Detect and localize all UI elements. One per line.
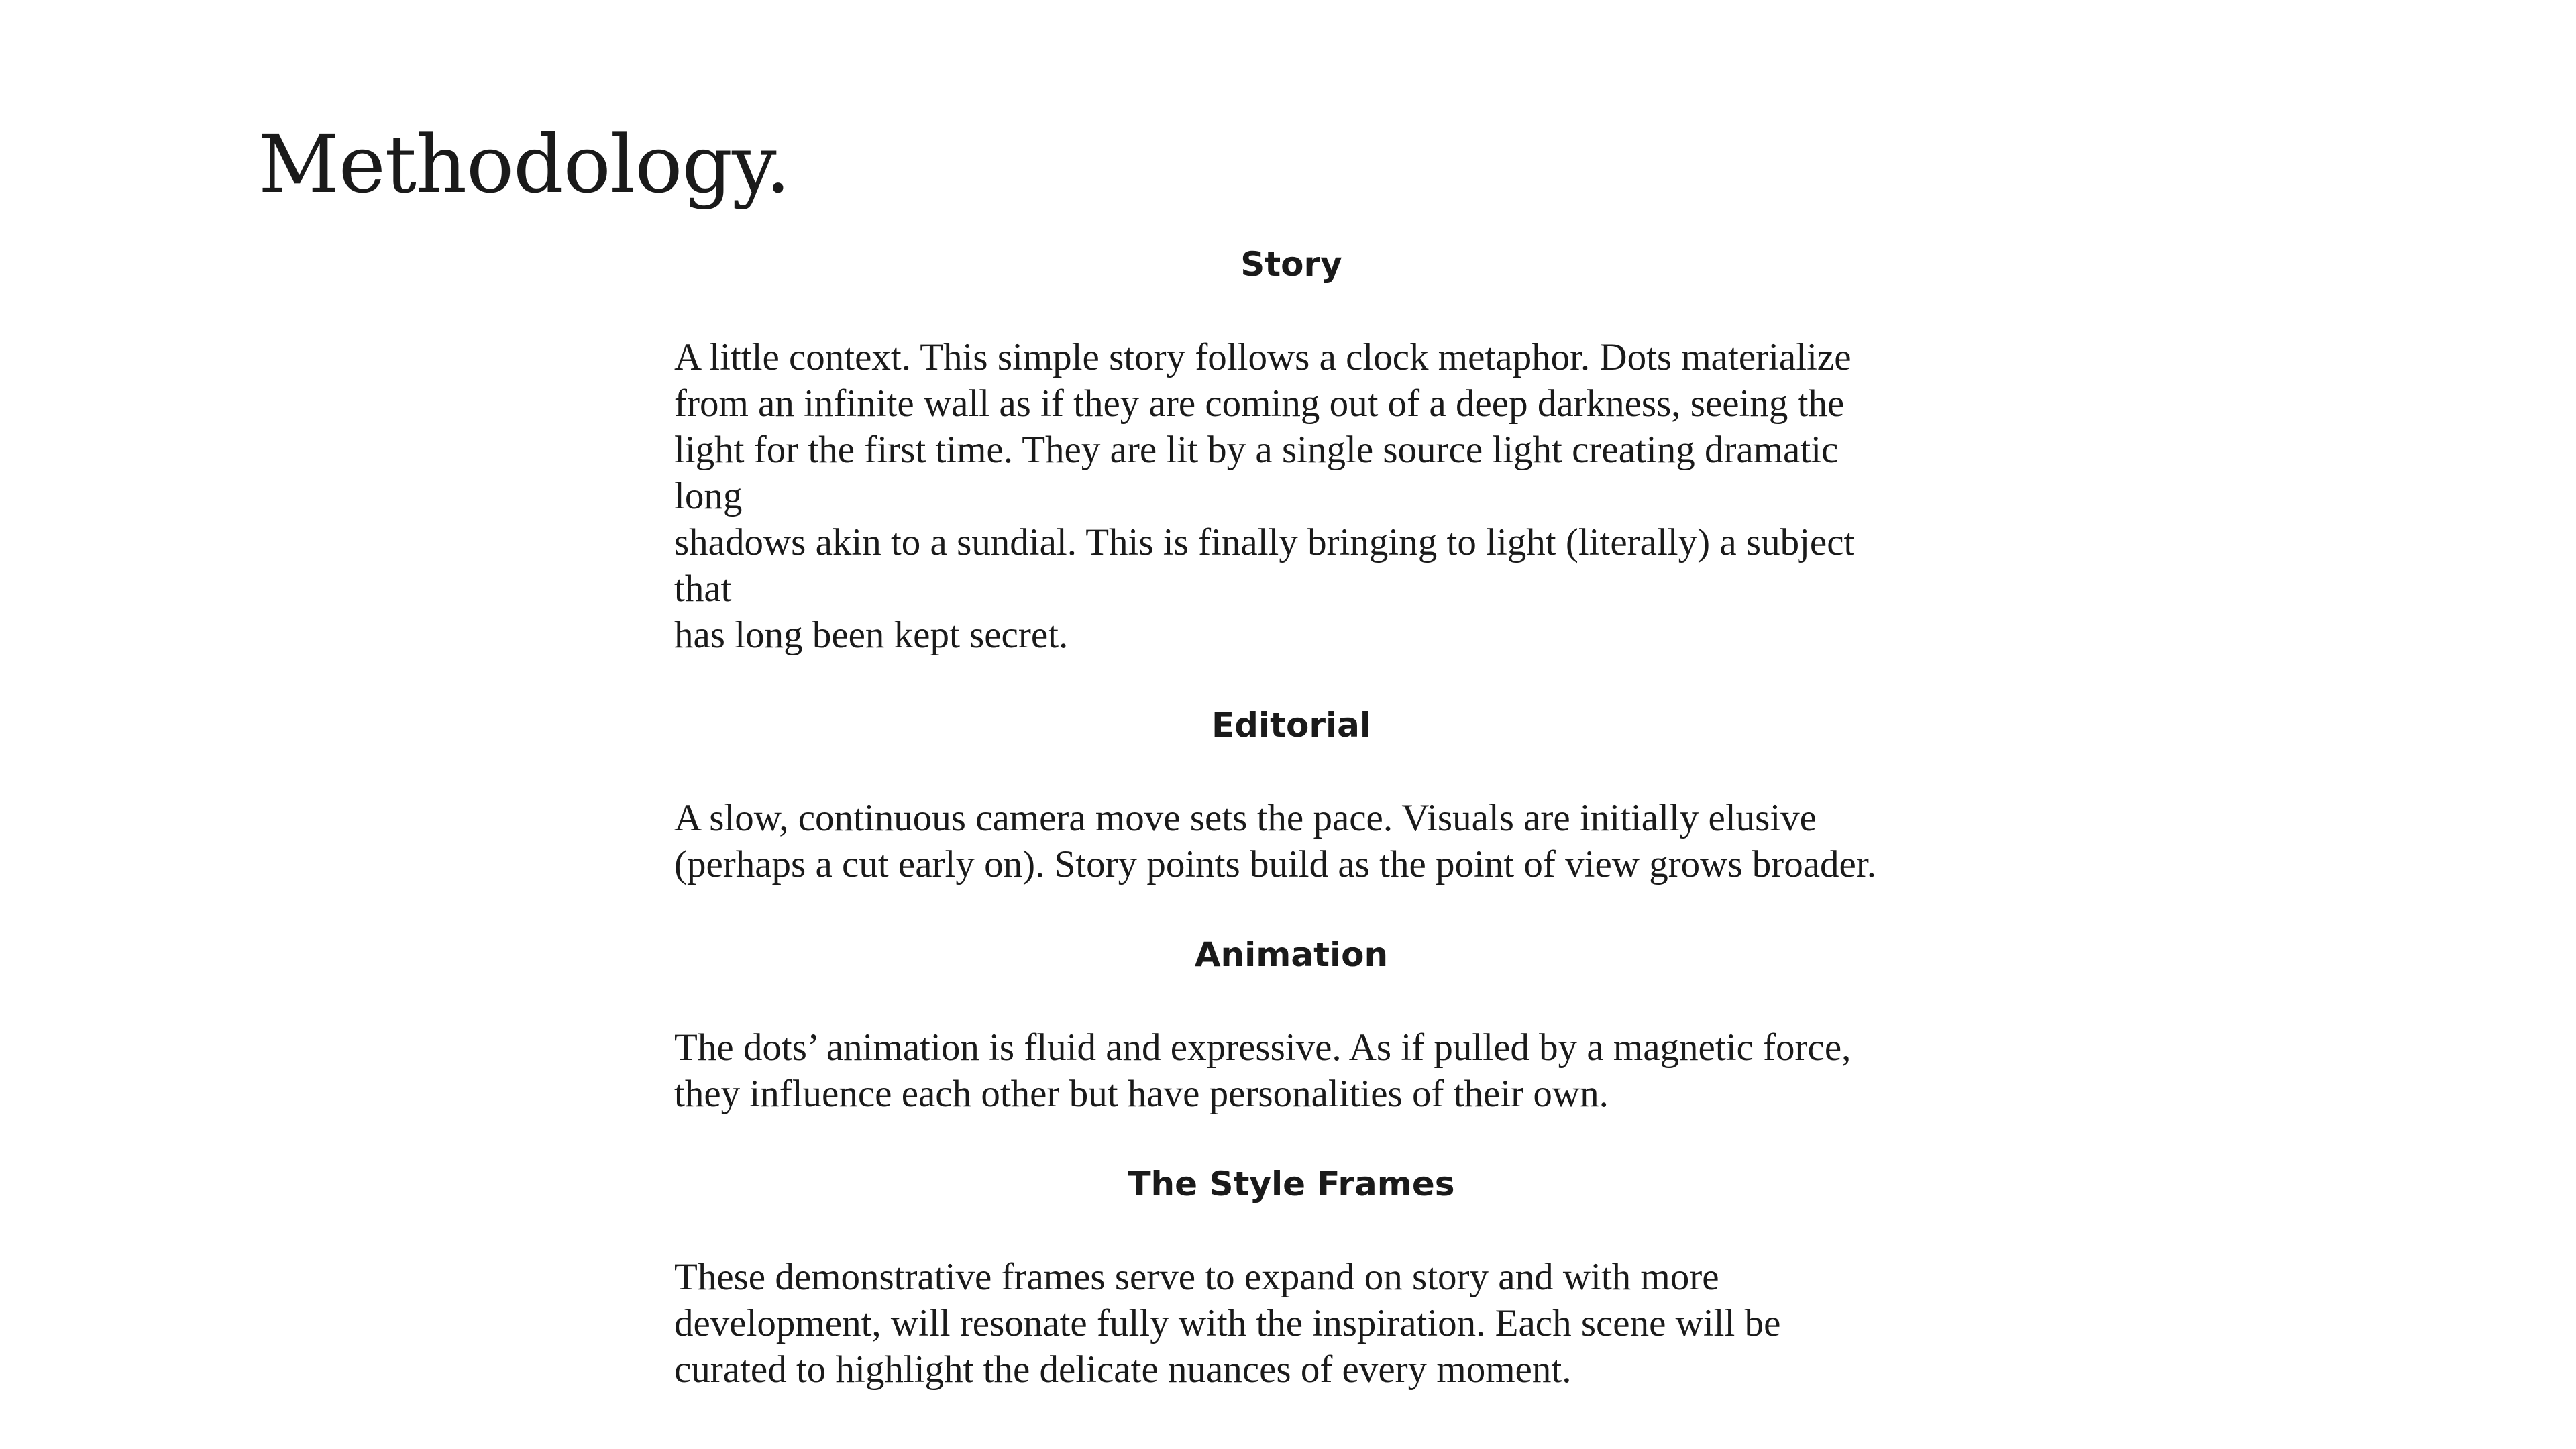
methodology-content [674, 241, 1909, 1437]
section-style-frames [674, 1161, 1909, 1393]
section-body: The dots’ animation is fluid and expressive. As if pulled by a magnetic force, they influence each other but have personalities of their own. [674, 1026, 1851, 1115]
section-animation [674, 932, 1909, 1117]
page-title: Methodology. [258, 118, 790, 211]
section-story [674, 241, 1909, 658]
section-body: A slow, continuous camera move sets the pace. Visuals are initially elusive (perhaps a cut early on). Story points build as the point of view grows broader. [674, 797, 1876, 885]
section-heading: Story [1240, 245, 1342, 284]
section-heading: Animation [1194, 935, 1389, 974]
section-heading: The Style Frames [1128, 1165, 1455, 1203]
section-body: A little context. This simple story follows a clock metaphor. Dots materialize from an infinite wall as if they are coming out of a deep darkness, seeing the light for the first time. They are lit by a single source light creating dramatic long shadows akin to a sundial. This is finally bringing to light (literally) a subject that has long been kept secret. [674, 336, 1855, 656]
section-body: These demonstrative frames serve to expand on story and with more development, will resonate fully with the inspiration. Each scene will be curated to highlight the delicate nuances of every moment. [674, 1256, 1781, 1391]
section-editorial [674, 702, 1909, 888]
section-heading: Editorial [1211, 706, 1371, 745]
